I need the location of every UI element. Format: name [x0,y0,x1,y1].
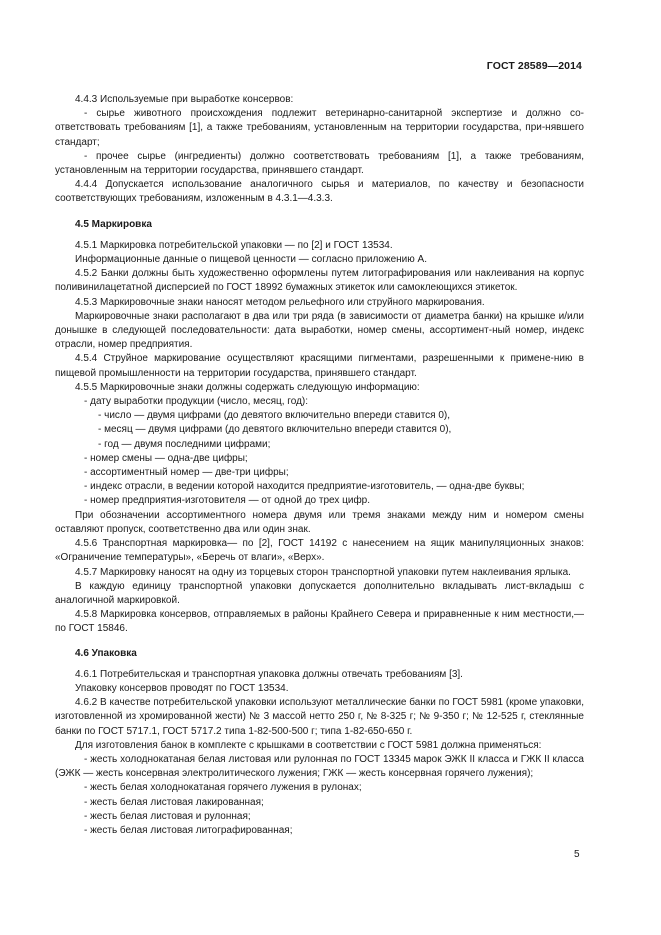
section-4-5 [55,218,584,637]
list-item: - число — двумя цифрами (до девятого включительно впереди ставится 0), [98,410,451,422]
paragraph: 4.5.3 Маркировочные знаки наносят методом рельефного или струйного маркирования. [75,296,485,308]
paragraph: Информационные данные о пищевой ценности — согласно приложению А. [75,254,427,266]
document-id-header: ГОСТ 28589—2014 [486,60,582,72]
list-item: - жесть белая листовая и рулонная; [84,810,251,822]
paragraph: При обозначении ассортиментного номера двумя или тремя знаками между ним и номером смены оставляют пропуск, соответственно два или один знак. [55,509,584,535]
section-heading: 4.6 Упаковка [75,647,137,659]
paragraph: 4.5.7 Маркировку наносят на одну из торцевых сторон транспортной упаковки путем наклеивания ярлыка. [75,566,571,578]
paragraph: В каждую единицу транспортной упаковки допускается дополнительно вкладывать лист-вкладыш с аналогичной маркировкой. [55,580,584,606]
list-item: - дату выработки продукции (число, месяц, год): [84,396,309,408]
list-item: - сырье животного происхождения подлежит ветеринарно-санитарной экспертизе и должно со-ответствовать требованиям [1], а также требованиям, установленным на территории государства, при-нявшего стандарт; [55,108,584,148]
paragraph: 4.5.1 Маркировка потребительской упаковки — по [2] и ГОСТ 13534. [75,239,393,251]
paragraph: Для изготовления банок в комплекте с крышками в соответствии с ГОСТ 5981 должна применяться: [75,739,542,751]
list-item: - номер смены — одна-две цифры; [84,452,248,464]
paragraph: 4.5.8 Маркировка консервов, отправляемых в районы Крайнего Севера и приравненные к ним местности,— по ГОСТ 15846. [55,609,584,635]
paragraph: 4.5.6 Транспортная маркировка— по [2], ГОСТ 14192 с нанесением на ящик манипуляционных знаков: «Ограничение температуры», «Беречь от влаги», «Верх». [55,538,584,564]
document-body [55,93,584,838]
paragraph: Упаковку консервов проводят по ГОСТ 13534. [75,682,289,694]
list-item: - индекс отрасли, в ведении которой находится предприятие-изготовитель, — одна-две буквы; [84,481,525,493]
section-4-4 [55,93,584,207]
paragraph: 4.6.2 В качестве потребительской упаковки используют металлические банки по ГОСТ 5981 (кроме упаковки, изготовленной из хромированной жести) № 3 массой нетто 250 г, № 8-325 г; № 9-350 г; № 12-525 г, стеклянные банки по ГОСТ 5717.1, ГОСТ 5717.2 типа 1-82-500-500 г; типа 1-82-650-650 г. [55,697,584,737]
section-heading: 4.5 Маркировка [75,218,152,230]
list-item: - ассортиментный номер — две-три цифры; [84,467,289,479]
list-item: - год — двумя последними цифрами; [98,438,271,450]
paragraph: 4.5.5 Маркировочные знаки должны содержать следующую информацию: [75,381,420,393]
paragraph: 4.4.4 Допускается использование аналогичного сырья и материалов, по качеству и безопасности соответствующих требованиям, изложенным в 4.3.1—4.3.3. [55,179,584,205]
paragraph: 4.5.2 Банки должны быть художественно оформлены путем литографирования или наклеивания на корпус поливинилацетатной дисперсией по ГОСТ 18992 бумажных этикеток или самоклеющихся этикеток. [55,268,584,294]
paragraph: 4.4.3 Используемые при выработке консервов: [75,94,294,105]
list-item: - номер предприятия-изготовителя — от одной до трех цифр. [84,495,371,507]
list-item: - жесть белая листовая литографированная; [84,824,293,836]
paragraph: 4.5.4 Струйное маркирование осуществляют красящими пигментами, разрешенными к примене-нию в пищевой промышленности на территории государства, принявшего стандарт. [55,353,584,379]
list-item: - жесть белая листовая лакированная; [84,796,264,808]
section-4-6 [55,647,584,839]
list-item: - жесть холоднокатаная белая листовая или рулонная по ГОСТ 13345 марок ЭЖК II класса и ГЖК II класса (ЭЖК — жесть консервная электролитического лужения; ГЖК — жесть консервная горячего лужения); [55,753,584,780]
list-item: - жесть белая холоднокатаная горячего лужения в рулонах; [84,782,362,794]
list-item: - прочее сырье (ингредиенты) должно соответствовать требованиям [1], а также требованиям, установленным на территории государства, принявшего стандарт. [55,150,584,177]
page-number: 5 [574,849,580,860]
paragraph: 4.6.1 Потребительская и транспортная упаковка должны отвечать требованиям [3]. [75,668,463,680]
list-item: - месяц — двумя цифрами (до девятого включительно впереди ставится 0), [98,424,452,436]
paragraph: Маркировочные знаки располагают в два или три ряда (в зависимости от диаметра банки) на крышке и/или донышке в следующей последовательности: дата выработки, номер смены, ассортимент-ный номер, индекс отрасли, номер предприятия. [55,310,584,351]
